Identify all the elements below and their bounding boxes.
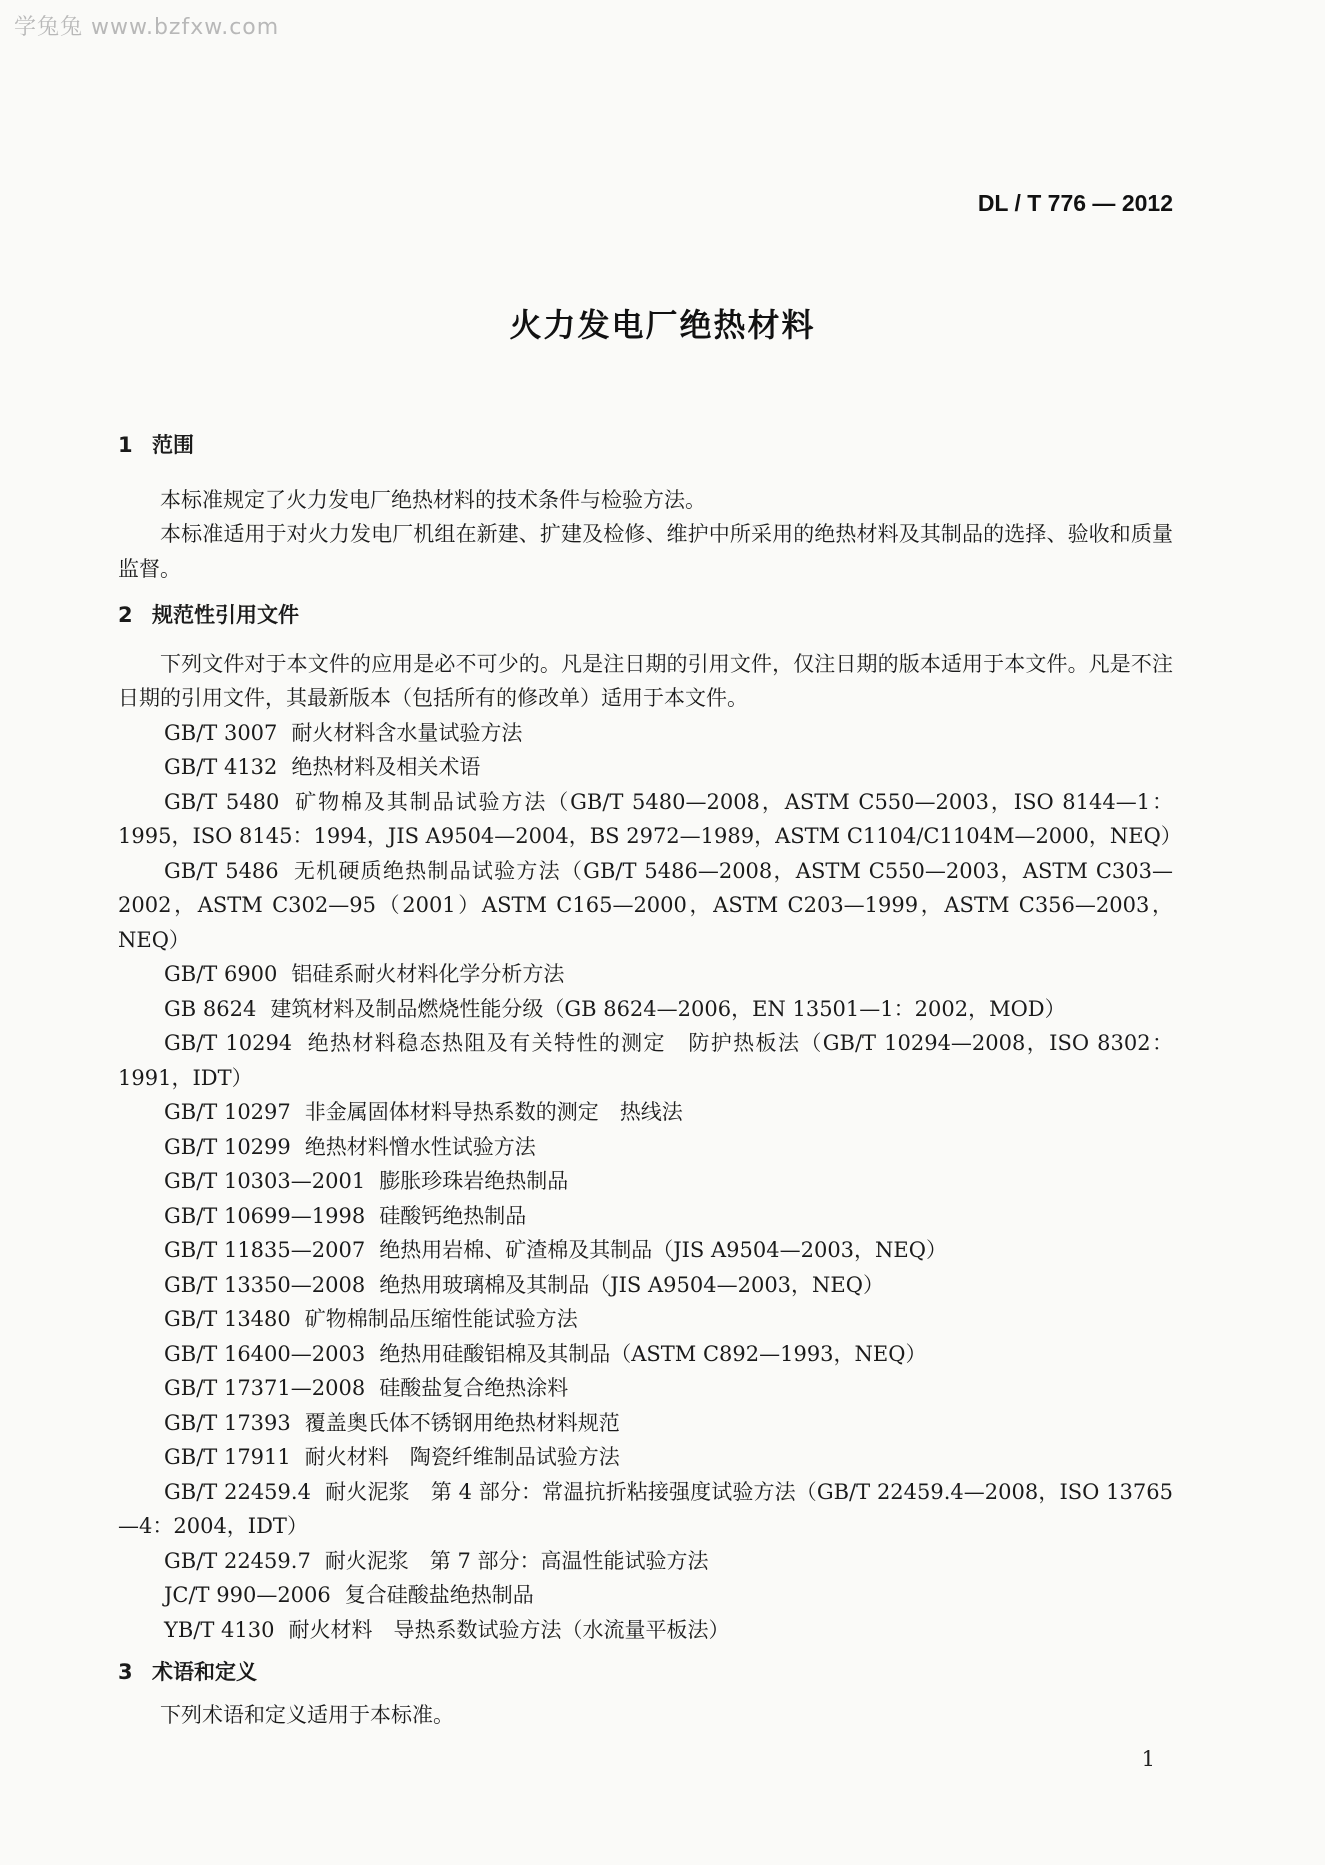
reference-code: GB/T 11835—2007: [164, 1238, 366, 1262]
reference-code: GB/T 22459.7: [164, 1548, 311, 1573]
reference-title: 硅酸盐复合绝热涂料: [379, 1376, 569, 1400]
section-number: 2: [118, 603, 133, 627]
reference-item: [118, 992, 1173, 1027]
reference-code: GB/T 10699—1998: [164, 1203, 366, 1228]
reference-code: GB/T 13350—2008: [164, 1272, 366, 1297]
paragraph: 下列文件对于本文件的应用是必不可少的。凡是注日期的引用文件，仅注日期的版本适用于本文件。凡是不注日期的引用文件，其最新版本（包括所有的修改单）适用于本文件。: [118, 651, 1173, 710]
reference-title: 覆盖奥氏体不锈钢用绝热材料规范: [304, 1410, 620, 1435]
reference-code: GB/T 10303—2001: [164, 1169, 366, 1193]
reference-code: GB/T 10294: [164, 1031, 293, 1055]
reference-item: [118, 854, 1173, 958]
spacer: [118, 1647, 1173, 1655]
reference-title: 硅酸钙绝热制品: [379, 1203, 527, 1228]
spacer: [118, 463, 1173, 483]
section-heading-terms-definitions: [118, 1655, 1173, 1690]
watermark: 学兔兔 www.bzfxw.com: [14, 15, 280, 40]
paragraph: 下列术语和定义适用于本标准。: [160, 1702, 454, 1727]
paragraph: 本标准适用于对火力发电厂机组在新建、扩建及检修、维护中所采用的绝热材料及其制品的选择、验收和质量监督。: [118, 522, 1173, 581]
reference-title: 耐火泥浆 第 7 部分：高温性能试验方法: [324, 1548, 709, 1573]
reference-title: 耐火泥浆 第 4 部分：常温抗折粘接强度试验方法（GB/T 22459.4—2008，ISO 13765—4：2004，IDT）: [118, 1479, 1173, 1538]
reference-title: 无机硬质绝热制品试验方法（GB/T 5486—2008，ASTM C550—2003，ASTM C303—2002，ASTM C302—95（2001）ASTM C165—2000，ASTM C203—1999，ASTM C356—2003，NEQ）: [118, 858, 1173, 952]
reference-code: GB/T 3007: [164, 720, 278, 745]
spacer: [118, 633, 1173, 647]
reference-item: [118, 1268, 1173, 1303]
reference-item: [118, 716, 1173, 751]
reference-item: [118, 1164, 1173, 1199]
section-heading-scope: [118, 428, 1173, 463]
reference-item: [118, 1233, 1173, 1268]
reference-code: GB/T 4132: [164, 755, 278, 779]
reference-item: [118, 785, 1182, 854]
reference-title: 耐火材料 陶瓷纤维制品试验方法: [304, 1445, 620, 1469]
reference-code: GB/T 17393: [164, 1410, 291, 1435]
reference-title: 耐火材料含水量试验方法: [291, 720, 523, 745]
reference-code: GB/T 13480: [164, 1307, 291, 1331]
reference-code: GB/T 17371—2008: [164, 1376, 366, 1400]
section-title: 范围: [152, 433, 194, 457]
section-heading-normative-references: [118, 598, 1173, 633]
reference-item: [118, 1130, 1173, 1165]
reference-title: 矿物棉及其制品试验方法（GB/T 5480—2008，ASTM C550—2003，ISO 8144—1：1995，ISO 8145：1994，JIS A9504—2004，BS 2972—1989，ASTM C1104/C1104M—2000，NEQ）: [118, 789, 1182, 848]
reference-title: 非金属固体材料导热系数的测定 热线法: [304, 1100, 683, 1124]
reference-item: [118, 1095, 1173, 1130]
section-number: 1: [118, 433, 133, 457]
reference-code: YB/T 4130: [164, 1617, 275, 1642]
reference-title: 建筑材料及制品燃烧性能分级（GB 8624—2006，EN 13501—1：2002，MOD）: [270, 996, 1066, 1021]
reference-title: 膨胀珍珠岩绝热制品: [379, 1169, 569, 1193]
section-title: 术语和定义: [152, 1660, 257, 1684]
spacer: [118, 586, 1173, 598]
reference-code: GB/T 16400—2003: [164, 1341, 366, 1366]
reference-code: GB/T 5480: [164, 789, 280, 814]
reference-title: 绝热用硅酸铝棉及其制品（ASTM C892—1993，NEQ）: [379, 1341, 927, 1366]
reference-item: [118, 957, 1173, 992]
reference-item: [118, 1440, 1173, 1475]
section-title: 规范性引用文件: [152, 603, 299, 627]
reference-title: 绝热材料憎水性试验方法: [304, 1134, 536, 1159]
document-body: [118, 428, 1182, 1732]
reference-code: GB/T 10299: [164, 1134, 291, 1159]
reference-item: [118, 1578, 1173, 1613]
reference-item: [118, 1302, 1173, 1337]
spacer: [118, 1690, 1173, 1698]
reference-item: [118, 1613, 1173, 1648]
section-number: 3: [118, 1660, 133, 1684]
page-number: 1: [1141, 1747, 1155, 1771]
reference-item: [118, 1371, 1173, 1406]
reference-item: [118, 1475, 1173, 1544]
reference-list: [118, 716, 1182, 1648]
reference-code: GB/T 22459.4: [164, 1479, 311, 1504]
reference-title: 矿物棉制品压缩性能试验方法: [304, 1307, 578, 1331]
reference-title: 复合硅酸盐绝热制品: [344, 1583, 534, 1607]
document-title: 火力发电厂绝热材料: [509, 306, 816, 344]
reference-code: GB/T 10297: [164, 1100, 291, 1124]
reference-item: [118, 1544, 1173, 1579]
reference-item: [118, 1026, 1173, 1095]
reference-item: [118, 1406, 1173, 1441]
reference-code: GB/T 17911: [164, 1445, 291, 1469]
reference-title: 耐火材料 导热系数试验方法（水流量平板法）: [288, 1617, 730, 1642]
reference-title: 绝热材料及相关术语: [291, 755, 481, 779]
reference-code: GB/T 5486: [164, 858, 279, 883]
reference-code: GB/T 6900: [164, 962, 278, 986]
reference-code: JC/T 990—2006: [164, 1583, 331, 1607]
reference-title: 铝硅系耐火材料化学分析方法: [291, 962, 565, 986]
reference-item: [118, 1199, 1173, 1234]
document-code: DL / T 776 — 2012: [977, 190, 1173, 216]
reference-title: 绝热材料稳态热阻及有关特性的测定 防护热板法（GB/T 10294—2008，ISO 8302：1991，IDT）: [118, 1031, 1173, 1090]
reference-item: [118, 1337, 1173, 1372]
reference-title: 绝热用玻璃棉及其制品（JIS A9504—2003，NEQ）: [379, 1272, 884, 1297]
reference-code: GB 8624: [164, 996, 257, 1021]
reference-item: [118, 750, 1173, 785]
paragraph: 本标准规定了火力发电厂绝热材料的技术条件与检验方法。: [160, 487, 706, 512]
reference-title: 绝热用岩棉、矿渣棉及其制品（JIS A9504—2003，NEQ）: [379, 1238, 947, 1262]
